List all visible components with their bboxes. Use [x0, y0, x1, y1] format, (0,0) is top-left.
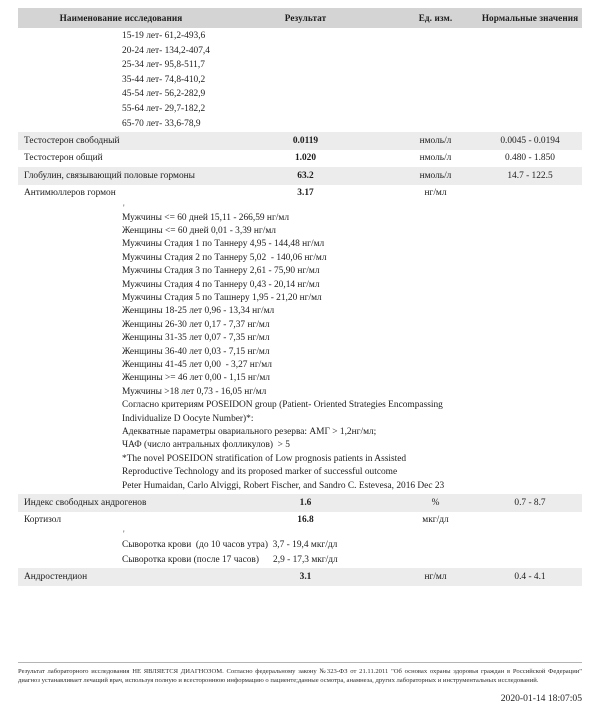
poseidon-line: Согласно критериям POSEIDON group (Patient- Oriented Strategies Encompassing: [122, 400, 443, 411]
analyte-name: Тестостерон общий: [18, 150, 218, 168]
stray-mark: ': [123, 529, 125, 540]
amh-reference-line: Женщины 26-30 лет 0,17 - 7,37 нг/мл: [122, 319, 270, 330]
footer-disclaimer: [18, 662, 582, 686]
analyte-name: Антимюллеров гормон: [18, 185, 218, 203]
amh-reference-cell: [18, 203, 582, 495]
age-reference-line: 15-19 лет- 61,2-493,6: [122, 31, 206, 41]
stray-mark: ': [123, 202, 125, 213]
age-reference-cell: [18, 28, 582, 132]
amh-reference-row: [18, 203, 582, 495]
analyte-unit: нмоль/л: [393, 150, 478, 168]
analyte-norm: 14.7 - 122.5: [478, 167, 582, 185]
table-body: [18, 28, 582, 586]
cortisol-reference-cell: [18, 529, 582, 568]
analyte-name: Тестостерон свободный: [18, 132, 218, 150]
table-header: [18, 8, 582, 28]
table-row: [18, 185, 582, 203]
analyte-name: Кортизол: [18, 512, 218, 530]
analyte-unit: нмоль/л: [393, 132, 478, 150]
analyte-result: 1.020: [218, 150, 393, 168]
lab-report-sheet: [0, 8, 600, 716]
amh-reference-line: Женщины 41-45 лет 0,00 - 3,27 нг/мл: [122, 360, 272, 370]
poseidon-line: *The novel POSEIDON stratification of Low prognosis patients in Assisted: [122, 453, 407, 464]
cortisol-reference-line: Сыворотка крови (до 10 часов утра) 3,7 - 19,4 мкг/дл: [122, 540, 338, 551]
column-header-result: Результат: [218, 8, 393, 28]
poseidon-line: Reproductive Technology and its proposed marker of successful outcome: [122, 467, 398, 478]
age-reference-line: 65-70 лет- 33,6-78,9: [122, 118, 201, 129]
report-timestamp: 2020-01-14 18:07:05: [500, 693, 582, 704]
amh-reference-line: Женщины 18-25 лет 0,96 - 13,34 нг/мл: [122, 306, 275, 317]
analyte-unit: %: [393, 494, 478, 512]
poseidon-line: Адекватные параметры овариального резерва: АМГ > 1,2нг/мл;: [122, 427, 377, 438]
column-header-name: Наименование исследования: [18, 8, 218, 28]
amh-reference-list: [18, 203, 582, 495]
cortisol-reference-list: [18, 529, 582, 568]
table-row: [18, 132, 582, 150]
lab-results-table: [18, 8, 582, 586]
amh-reference-line: Мужчины Стадия 5 по Ташнеру 1,95 - 21,20 нг/мл: [122, 292, 322, 303]
analyte-name: Индекс свободных андрогенов: [18, 494, 218, 512]
amh-reference-line: Женщины 36-40 лет 0,03 - 7,15 нг/мл: [122, 346, 270, 357]
age-reference-line: 20-24 лет- 134,2-407,4: [122, 45, 210, 56]
cortisol-reference-row: [18, 529, 582, 568]
analyte-unit: нмоль/л: [393, 167, 478, 185]
amh-reference-line: Женщины <= 60 дней 0,01 - 3,39 нг/мл: [122, 225, 276, 236]
poseidon-line: Individualize D Oocyte Number)*:: [122, 413, 254, 424]
table-row: [18, 150, 582, 168]
analyte-result: 1.6: [218, 494, 393, 512]
disclaimer-text: Результат лабораторного исследования НЕ ЯВЛЯЕТСЯ ДИАГНОЗОМ. Согласно федеральному закону №323-ФЗ от 21.11.2011 "Об основах охраны здоровья граждан в Российской Федерации" диагноз устанавливает лечащий врач, используя полную и всестороннюю информацию о пациенте;данные осмотра, анамнеза, других лабораторных и инструментальных исследований.: [18, 667, 582, 685]
analyte-unit: нг/мл: [393, 185, 478, 203]
poseidon-line: ЧАФ (число антральных фолликулов) > 5: [122, 440, 290, 451]
amh-reference-line: Мужчины Стадия 3 по Таннеру 2,61 - 75,90 нг/мл: [122, 266, 320, 277]
age-reference-line: 35-44 лет- 74,8-410,2: [122, 74, 206, 85]
age-reference-line: 25-34 лет- 95,8-511,7: [122, 60, 205, 71]
analyte-name: Глобулин, связывающий половые гормоны: [18, 167, 218, 185]
amh-reference-line: Мужчины Стадия 1 по Таннеру 4,95 - 144,48 нг/мл: [122, 239, 325, 250]
table-row: [18, 568, 582, 586]
table-row: [18, 512, 582, 530]
column-header-norm: Нормальные значения: [478, 8, 582, 28]
amh-reference-line: Женщины 31-35 лет 0,07 - 7,35 нг/мл: [122, 333, 270, 344]
age-reference-row: [18, 28, 582, 132]
analyte-result: 63.2: [218, 167, 393, 185]
table-row: [18, 167, 582, 185]
age-reference-line: 55-64 лет- 29,7-182,2: [122, 103, 206, 114]
poseidon-line: Peter Humaidan, Carlo Alviggi, Robert Fischer, and Sandro C. Estevesa, 2016 Dec 23: [122, 480, 445, 491]
amh-reference-line: Мужчины Стадия 4 по Таннеру 0,43 - 20,14 нг/мл: [122, 279, 320, 290]
analyte-unit: мкг/дл: [393, 512, 478, 530]
analyte-result: 16.8: [218, 512, 393, 530]
table-header-row: [18, 8, 582, 28]
cortisol-reference-line: Сыворотка крови (после 17 часов) 2,9 - 17,3 мкг/дл: [122, 554, 338, 565]
analyte-norm: 0.0045 - 0.0194: [478, 132, 582, 150]
analyte-unit: нг/мл: [393, 568, 478, 586]
analyte-result: 0.0119: [218, 132, 393, 150]
age-reference-line: 45-54 лет- 56,2-282,9: [122, 89, 206, 100]
analyte-norm: 0.7 - 8.7: [478, 494, 582, 512]
analyte-result: 3.17: [218, 185, 393, 203]
analyte-norm: 0.480 - 1.850: [478, 150, 582, 168]
age-reference-list: [18, 28, 582, 132]
table-row: [18, 494, 582, 512]
analyte-norm: [478, 185, 582, 203]
analyte-name: Андростендион: [18, 568, 218, 586]
analyte-norm: 0.4 - 4.1: [478, 568, 582, 586]
amh-reference-line: Мужчины Стадия 2 по Таннеру 5,02 - 140,06 нг/мл: [122, 252, 327, 263]
amh-reference-line: Мужчины >18 лет 0,73 - 16,05 нг/мл: [122, 386, 267, 397]
analyte-norm: [478, 512, 582, 530]
amh-reference-line: Женщины >= 46 лет 0,00 - 1,15 нг/мл: [122, 373, 270, 384]
amh-reference-line: Мужчины <= 60 дней 15,11 - 266,59 нг/мл: [122, 212, 290, 223]
analyte-result: 3.1: [218, 568, 393, 586]
column-header-unit: Ед. изм.: [393, 8, 478, 28]
